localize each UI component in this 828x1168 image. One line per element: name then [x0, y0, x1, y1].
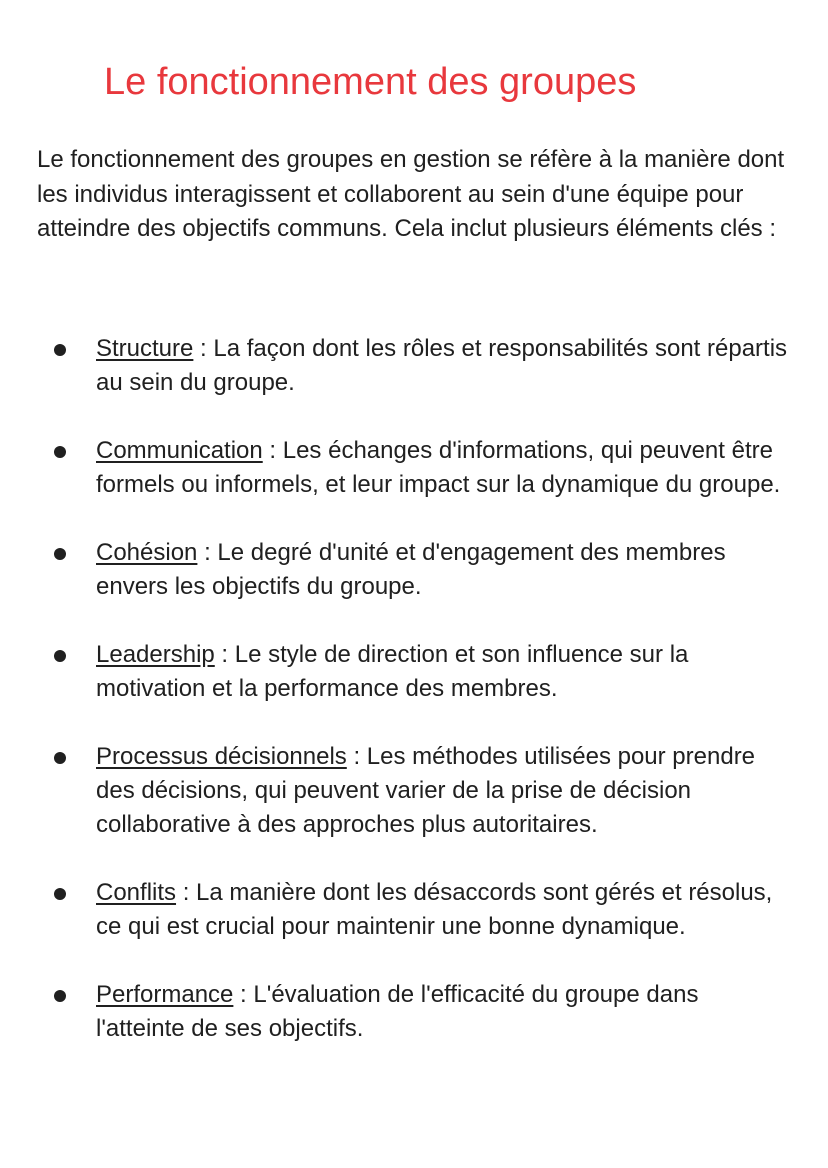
bullet-icon	[54, 888, 66, 900]
list-item-communication	[0, 434, 828, 502]
description-leadership: : Le style de direction et son influence sur la motivation et la performance des membres.	[96, 641, 689, 702]
term-cohesion: Cohésion	[96, 539, 198, 566]
list-item-leadership	[0, 638, 828, 706]
page-title: Le fonctionnement des groupes	[104, 61, 637, 103]
bullet-icon	[54, 990, 66, 1002]
list-item-conflits	[0, 876, 828, 944]
description-performance: : L'évaluation de l'efficacité du groupe dans l'atteinte de ses objectifs.	[96, 981, 699, 1042]
bullet-icon	[54, 548, 66, 560]
list-item-cohesion	[0, 536, 828, 604]
term-conflits: Conflits	[96, 879, 177, 906]
key-elements-list	[0, 332, 828, 1080]
term-communication: Communication	[96, 437, 263, 464]
term-leadership: Leadership	[96, 641, 215, 668]
intro-paragraph: Le fonctionnement des groupes en gestion se réfère à la manière dont les individus interagissent et collaborent au sein d'une équipe pour atteindre des objectifs communs. Cela inclut plusieurs éléments clés :	[37, 146, 785, 242]
bullet-icon	[54, 344, 66, 356]
description-cohesion: : Le degré d'unité et d'engagement des membres envers les objectifs du groupe.	[96, 539, 726, 600]
term-structure: Structure	[96, 335, 194, 362]
description-processus-decisionnels: : Les méthodes utilisées pour prendre des décisions, qui peuvent varier de la prise de décision collaborative à des approches plus autoritaires.	[96, 743, 756, 838]
list-item-structure	[0, 332, 828, 400]
bullet-icon	[54, 446, 66, 458]
bullet-icon	[54, 752, 66, 764]
bullet-icon	[54, 650, 66, 662]
list-item-performance	[0, 978, 828, 1046]
description-communication: : Les échanges d'informations, qui peuvent être formels ou informels, et leur impact sur la dynamique du groupe.	[96, 437, 781, 498]
description-conflits: : La manière dont les désaccords sont gérés et résolus, ce qui est crucial pour maintenir une bonne dynamique.	[96, 879, 773, 940]
term-processus-decisionnels: Processus décisionnels	[96, 743, 347, 770]
list-item-processus-decisionnels	[0, 740, 828, 842]
term-performance: Performance	[96, 981, 234, 1008]
description-structure: : La façon dont les rôles et responsabilités sont répartis au sein du groupe.	[96, 335, 788, 396]
